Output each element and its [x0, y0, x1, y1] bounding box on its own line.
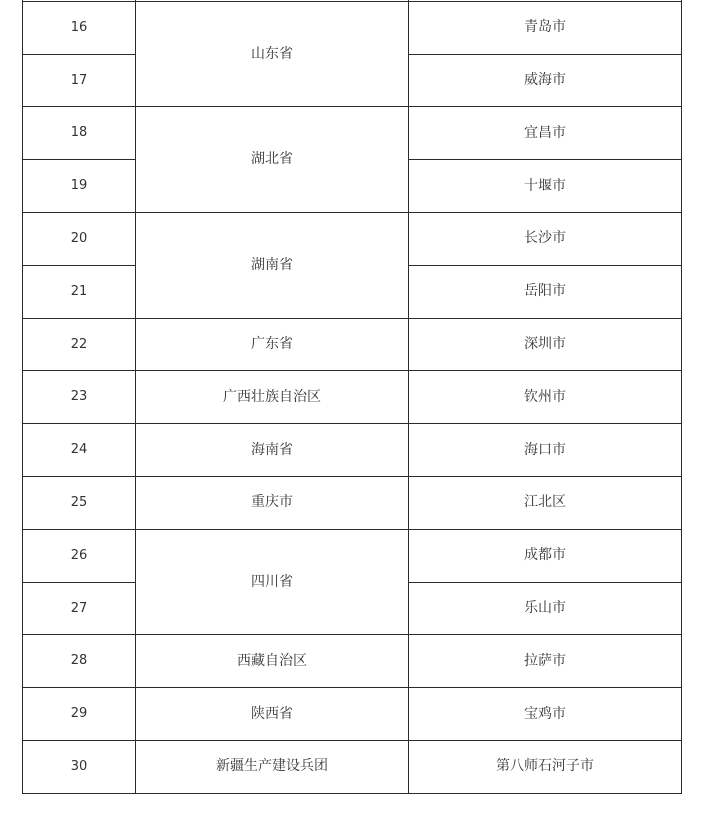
city-list-table	[22, 0, 682, 794]
city-cell: 拉萨市	[409, 635, 682, 688]
row-number-cell: 22	[23, 318, 136, 371]
row-number-cell: 17	[23, 54, 136, 107]
table-row	[23, 371, 682, 424]
city-cell: 成都市	[409, 529, 682, 582]
row-number-cell: 26	[23, 529, 136, 582]
row-number-cell: 23	[23, 371, 136, 424]
province-cell: 陕西省	[136, 688, 409, 741]
table-row	[23, 529, 682, 582]
row-number-cell: 25	[23, 476, 136, 529]
city-list-table-container	[22, 0, 682, 794]
table-row	[23, 212, 682, 265]
row-number-cell: 21	[23, 265, 136, 318]
table-row	[23, 318, 682, 371]
city-cell: 长沙市	[409, 212, 682, 265]
table-row	[23, 424, 682, 477]
city-cell: 深圳市	[409, 318, 682, 371]
table-row	[23, 476, 682, 529]
province-cell: 海南省	[136, 424, 409, 477]
city-cell: 第八师石河子市	[409, 740, 682, 793]
row-number-cell: 28	[23, 635, 136, 688]
row-number-cell: 30	[23, 740, 136, 793]
table-row	[23, 1, 682, 54]
province-cell: 重庆市	[136, 476, 409, 529]
province-cell: 山东省	[136, 1, 409, 107]
province-cell: 新疆生产建设兵团	[136, 740, 409, 793]
row-number-cell: 29	[23, 688, 136, 741]
province-cell: 广东省	[136, 318, 409, 371]
province-cell: 湖南省	[136, 212, 409, 318]
city-cell: 江北区	[409, 476, 682, 529]
city-cell: 乐山市	[409, 582, 682, 635]
row-number-cell: 20	[23, 212, 136, 265]
row-number-cell: 27	[23, 582, 136, 635]
row-number-cell: 16	[23, 1, 136, 54]
table-row	[23, 740, 682, 793]
province-cell: 广西壮族自治区	[136, 371, 409, 424]
city-cell: 海口市	[409, 424, 682, 477]
table-row	[23, 107, 682, 160]
city-cell: 宝鸡市	[409, 688, 682, 741]
city-cell: 岳阳市	[409, 265, 682, 318]
table-row	[23, 688, 682, 741]
row-number-cell: 19	[23, 160, 136, 213]
province-cell: 湖北省	[136, 107, 409, 213]
city-cell: 青岛市	[409, 1, 682, 54]
city-cell: 钦州市	[409, 371, 682, 424]
row-number-cell: 24	[23, 424, 136, 477]
row-number-cell: 18	[23, 107, 136, 160]
table-row	[23, 635, 682, 688]
city-cell: 十堰市	[409, 160, 682, 213]
province-cell: 四川省	[136, 529, 409, 635]
city-cell: 威海市	[409, 54, 682, 107]
city-cell: 宜昌市	[409, 107, 682, 160]
province-cell: 西藏自治区	[136, 635, 409, 688]
